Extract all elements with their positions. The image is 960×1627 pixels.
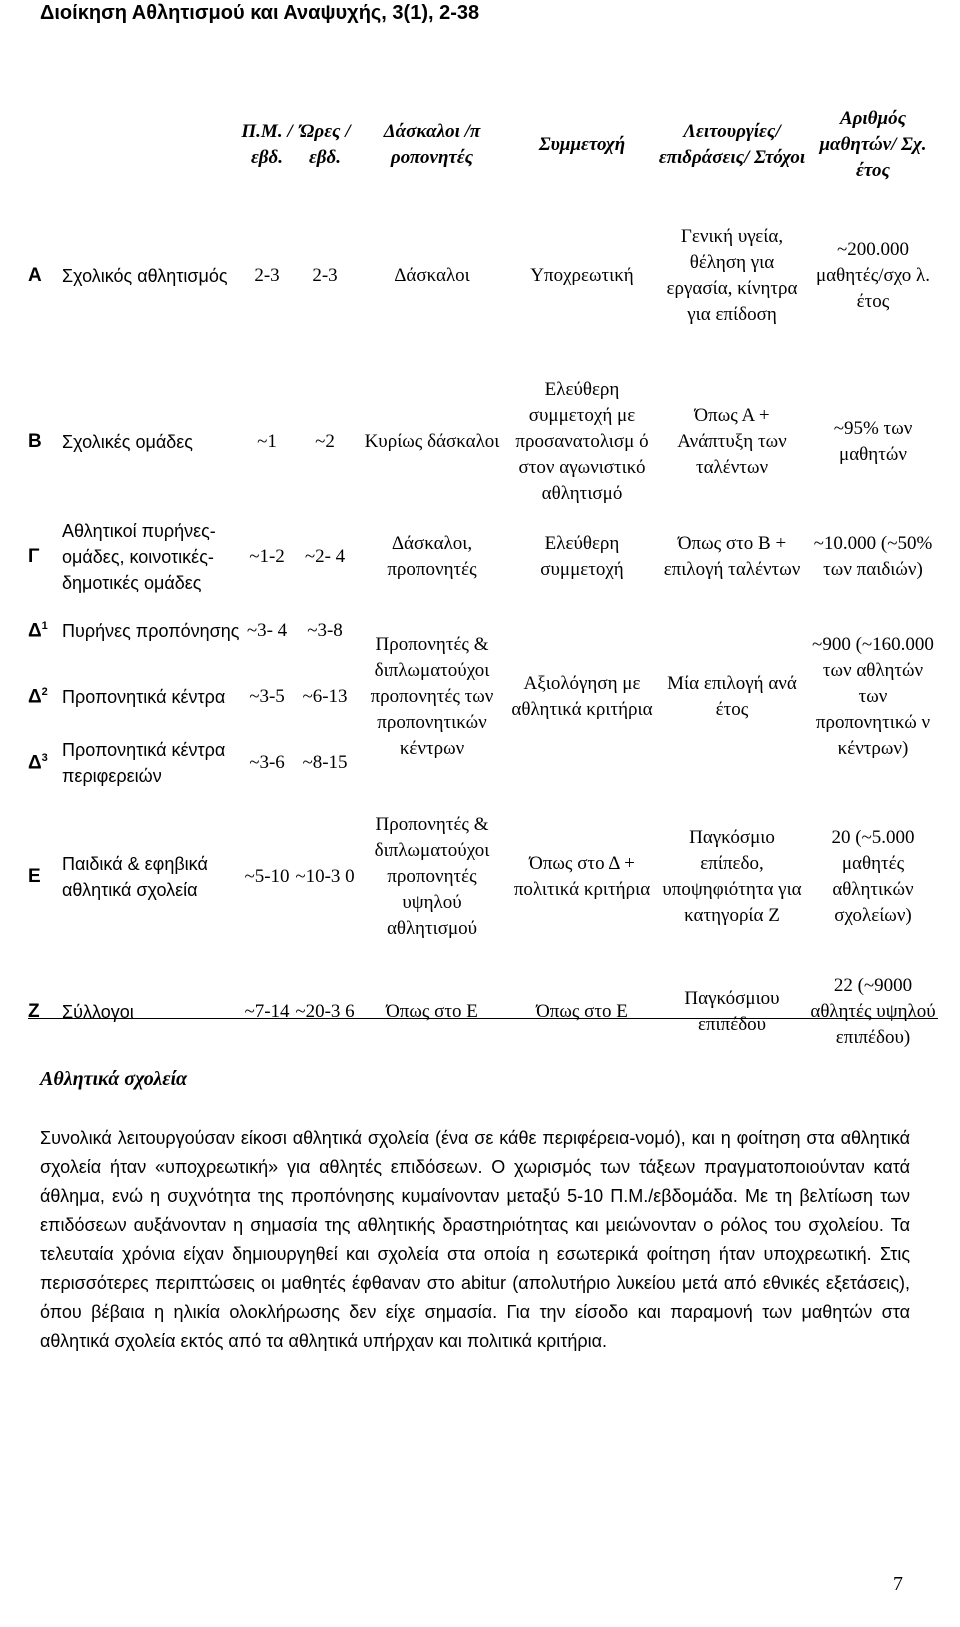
row-hours: ~3-8 xyxy=(307,620,343,641)
col-header-hours: Ώρες /εβδ. xyxy=(299,121,351,168)
row-pm: ~1 xyxy=(257,431,277,452)
row-letter: $\Delta^2$ xyxy=(28,685,48,708)
col-header-participation: Συμμετοχή xyxy=(538,134,626,155)
row-participation: Όπως στο Ε xyxy=(536,1001,628,1022)
row-functions: Παγκόσμιο επίπεδο, υποψηφιότητα για κατηγορία Ζ xyxy=(662,827,802,926)
row-students: ~200.000 μαθητές/σχο λ. έτος xyxy=(815,238,931,312)
row-students: 20 (~5.000 μαθητές αθλητικών σχολείων) xyxy=(831,827,915,926)
row-letter: Γ xyxy=(28,546,40,567)
col-header-pm: Π.Μ. /εβδ. xyxy=(241,121,293,168)
row-hours: ~2 xyxy=(315,431,335,452)
row-category: Σχολικός αθλητισμός xyxy=(62,265,228,286)
row-letter: Α xyxy=(28,264,42,286)
row-hours: ~6-13 xyxy=(302,686,348,707)
row-hours: ~2- 4 xyxy=(304,546,346,567)
row-hours: ~20-3 6 xyxy=(295,1001,355,1022)
row-category: Προπονητικά κέντρα xyxy=(62,687,226,707)
row-teachers: Κυρίως δάσκαλοι xyxy=(364,431,500,452)
row-teachers: Δάσκαλοι, προπονητές xyxy=(387,533,477,580)
row-letter: Ε xyxy=(28,866,41,887)
row-teachers: Προπονητές & διπλωματούχοι προπονητές των προπονητικών κέντρων xyxy=(370,634,494,759)
row-participation: Υποχρεωτική xyxy=(530,264,634,286)
training-subrows xyxy=(28,598,356,796)
row-participation: Ελεύθερη συμμετοχή xyxy=(540,533,624,580)
row-pm: ~3- 4 xyxy=(246,620,288,641)
col-header-students: Αριθμός μαθητών/ Σχ. έτος xyxy=(819,108,927,181)
row-teachers: Όπως στο Ε xyxy=(386,1001,478,1022)
row-letter: Ζ xyxy=(28,1001,40,1022)
body-paragraph: Συνολικά λειτουργούσαν είκοσι αθλητικά σχολεία (ένα σε κάθε περιφέρεια-νομό), και η φοίτηση στα αθλητικά σχολεία ήταν «υποχρεωτική» για αθλητές επιδόσεων. Ο χωρισμός των τάξεων πραγματοποιούνταν κατά άθλημα, ενώ η συχνότητα της προπόνησης κυμαίνονταν μεταξύ 5-10 Π.Μ./εβδομάδα. Με τη βελτίωση των επιδόσεων αυξάνονταν η σημασία της αθλητικής δραστηριότητας και μειώνονταν ο ρόλος του σχολείου. Τα τελευταία χρόνια είχαν δημιουργηθεί και σχολεία στα οποία η εσωτερικά φοίτηση ήταν υποχρεωτική. Στις περισσότερες περιπτώσεις οι μαθητές έφθαναν στο abitur (απολυτήριο λυκείου μετά από εθνικές εξετάσεις), όπου βέβαια η ηλικία ολοκλήρωσης δεν είχε σημασία. Για την είσοδο και παραμονή των μαθητών στα αθλητικά σχολεία εκτός από τα αθλητικά υπήρχαν και πολιτικά κριτήρια. xyxy=(40,1128,910,1351)
row-hours: 2-3 xyxy=(312,264,338,286)
table-header-row xyxy=(28,106,938,184)
col-header-functions: Λειτουργίες/ επιδράσεις/ Στόχοι xyxy=(658,121,806,168)
row-category: Σύλλογοι xyxy=(62,1002,134,1022)
row-participation: Όπως στο Δ + πολιτικά κριτήρια xyxy=(513,853,651,900)
row-pm: ~1-2 xyxy=(249,546,285,567)
section-title: Αθλητικά σχολεία xyxy=(40,1068,188,1090)
row-letter: $\Delta^1$ xyxy=(28,619,48,642)
table-row xyxy=(28,184,938,367)
row-functions: Όπως Α + Ανάπτυξη των ταλέντων xyxy=(677,405,787,478)
row-category: Σχολικές ομάδες xyxy=(62,432,193,452)
table-row xyxy=(28,367,938,517)
row-pm: 2-3 xyxy=(254,264,280,286)
table-row xyxy=(28,797,938,957)
subrow-d3 xyxy=(28,730,356,796)
row-functions: Γενική υγεία, θέληση για εργασία, κίνητρα για επίδοση xyxy=(666,225,798,325)
row-students: ~900 (~160.000 των αθλητών των προπονητικώ ν κέντρων) xyxy=(812,634,934,759)
table-row xyxy=(28,957,938,1067)
running-header: Διοίκηση Αθλητισμού και Αναψυχής, 3(1), 2-38 xyxy=(40,2,480,24)
row-teachers: Προπονητές & διπλωματούχοι προπονητές υψηλού αθλητισμού xyxy=(374,814,490,939)
row-pm: ~5-10 xyxy=(244,866,290,887)
table-row xyxy=(28,597,938,797)
table-bottom-rule xyxy=(28,1018,938,1019)
row-hours: ~10-3 0 xyxy=(295,866,355,887)
table-row xyxy=(28,517,938,597)
row-students: 22 (~9000 αθλητές υψηλού επιπέδου) xyxy=(810,975,936,1048)
subrow-d1 xyxy=(28,598,356,664)
col-header-teachers: Δάσκαλοι /π ροπονητές xyxy=(383,121,481,168)
row-letter: Β xyxy=(28,431,42,452)
row-functions: Παγκόσμιου επιπέδου xyxy=(684,988,780,1035)
row-pm: ~3-6 xyxy=(249,752,285,773)
row-category: Αθλητικοί πυρήνες-ομάδες, κοινοτικές-δημοτικές ομάδες xyxy=(62,521,216,593)
row-hours: ~8-15 xyxy=(302,752,348,773)
row-participation: Ελεύθερη συμμετοχή με προσανατολισμ ό στον αγωνιστικό αθλητισμό xyxy=(515,379,649,504)
row-functions: Μία επιλογή ανά έτος xyxy=(667,673,797,720)
row-teachers: Δάσκαλοι xyxy=(394,264,470,286)
row-pm: ~7-14 xyxy=(244,1001,290,1022)
subrow-d2 xyxy=(28,664,356,730)
row-participation: Αξιολόγηση με αθλητικά κριτήρια xyxy=(511,673,653,720)
row-category: Παιδικά & εφηβικά αθλητικά σχολεία xyxy=(62,854,208,900)
row-students: ~95% των μαθητών xyxy=(833,418,913,465)
row-pm: ~3-5 xyxy=(249,686,285,707)
row-category: Προπονητικά κέντρα περιφερειών xyxy=(62,740,226,786)
page-number: 7 xyxy=(893,1573,903,1595)
row-category: Πυρήνες προπόνησης xyxy=(62,621,240,641)
row-letter: $\Delta^3$ xyxy=(28,751,48,774)
row-functions: Όπως στο Β + επιλογή ταλέντων xyxy=(663,533,801,580)
row-students: ~10.000 (~50% των παιδιών) xyxy=(813,533,933,580)
sports-structure-table xyxy=(28,106,938,1067)
